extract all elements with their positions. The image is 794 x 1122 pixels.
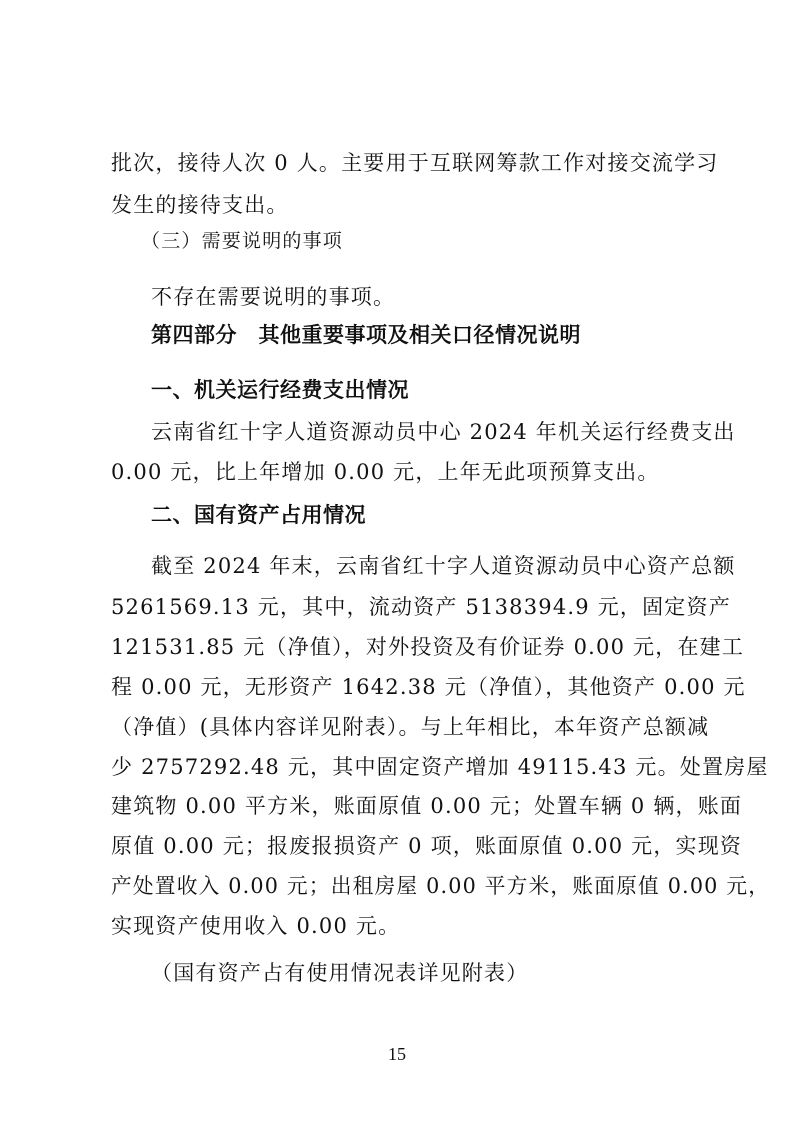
body-text-line: 不存在需要说明的事项。 [151, 285, 396, 309]
body-text-line: 原值 0.00 元；报废报损资产 0 项，账面原值 0.00 元，实现资 [111, 834, 743, 858]
body-text-line: 少 2757292.48 元，其中固定资产增加 49115.43 元。处置房屋 [111, 755, 769, 779]
body-text-line: （国有资产占有使用情况表详见附表） [151, 961, 529, 985]
part-heading: 第四部分 其他重要事项及相关口径情况说明 [151, 323, 581, 347]
body-text-line: 程 0.00 元，无形资产 1642.38 元（净值），其他资产 0.00 元 [111, 675, 746, 699]
body-text-line: 发生的接待支出。 [111, 193, 289, 217]
page-number: 15 [388, 1044, 406, 1064]
body-text-line: 云南省红十字人道资源动员中心 2024 年机关运行经费支出 [151, 420, 736, 444]
section-heading: 一、机关运行经费支出情况 [151, 378, 409, 402]
body-text-line: 121531.85 元（净值），对外投资及有价证券 0.00 元，在建工 [111, 635, 745, 659]
body-text-line: 产处置收入 0.00 元；出租房屋 0.00 平方米，账面原值 0.00 元， [111, 874, 771, 898]
body-text-line: 截至 2024 年末，云南省红十字人道资源动员中心资产总额 [151, 554, 736, 578]
body-text-line: 0.00 元，比上年增加 0.00 元，上年无此项预算支出。 [111, 460, 660, 484]
body-text-line: 建筑物 0.00 平方米，账面原值 0.00 元；处置车辆 0 辆，账面 [111, 794, 743, 818]
body-text-line: 5261569.13 元，其中，流动资产 5138394.9 元，固定资产 [111, 595, 731, 619]
section-heading: 二、国有资产占用情况 [151, 503, 366, 527]
body-text-line: 批次，接待人次 0 人。主要用于互联网筹款工作对接交流学习 [111, 151, 719, 175]
subsection-heading: （三）需要说明的事项 [141, 230, 344, 252]
body-text-line: 实现资产使用收入 0.00 元。 [111, 914, 401, 938]
body-text-line: （净值）(具体内容详见附表）。与上年相比，本年资产总额减 [111, 715, 710, 739]
